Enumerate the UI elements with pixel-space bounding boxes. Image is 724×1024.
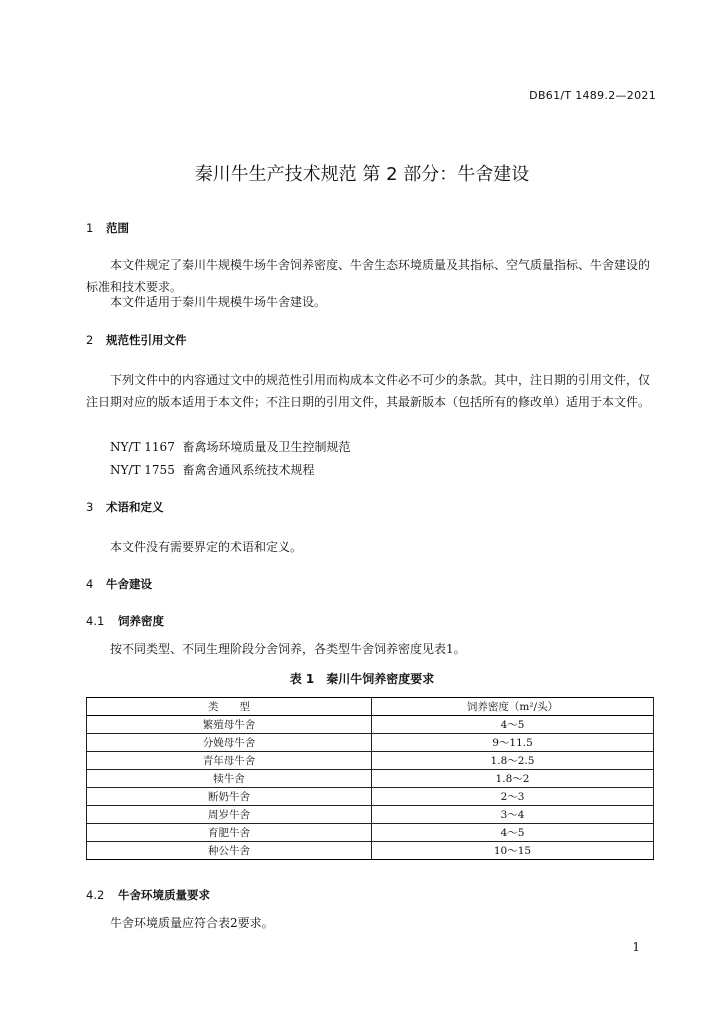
table-header-row — [87, 698, 654, 716]
table-number: 表 1 — [289, 672, 315, 686]
table-row — [87, 770, 654, 788]
cell-density: 10～15 — [372, 842, 654, 860]
cell-density: 4～5 — [372, 716, 654, 734]
table-row — [87, 806, 654, 824]
stocking-density-table — [86, 697, 654, 860]
cell-density: 1.8～2.5 — [372, 752, 654, 770]
cell-type: 青年母牛舍 — [87, 752, 372, 770]
normative-reference — [110, 461, 314, 478]
section-1-heading — [86, 220, 129, 236]
table-row — [87, 824, 654, 842]
section-3-paragraph-1: 本文件没有需要界定的术语和定义。 — [110, 540, 303, 554]
cell-density: 3～4 — [372, 806, 654, 824]
section-4-heading — [86, 576, 152, 592]
section-3-heading — [86, 499, 164, 515]
header-cell-density: 饲养密度（m²/头） — [372, 698, 654, 716]
cell-type: 周岁牛舍 — [87, 806, 372, 824]
table-title: 秦川牛饲养密度要求 — [326, 672, 435, 686]
cell-density: 1.8～2 — [372, 770, 654, 788]
cell-density: 2～3 — [372, 788, 654, 806]
section-4-1-heading — [86, 613, 164, 629]
section-1-paragraph-1: 本文件规定了秦川牛规模牛场牛舍饲养密度、牛舍生态环境质量及其指标、空气质量指标、牛舍建设的标准和技术要求。 — [86, 258, 651, 294]
section-number: 4.1 — [86, 614, 105, 628]
section-1-paragraph-2: 本文件适用于秦川牛规模牛场牛舍建设。 — [110, 295, 327, 309]
standard-code: DB61/T 1489.2—2021 — [529, 89, 656, 102]
header-cell-type: 类 型 — [87, 698, 372, 716]
section-title: 术语和定义 — [106, 500, 164, 514]
page-number: 1 — [632, 940, 640, 954]
section-4-2-heading — [86, 887, 210, 903]
section-number: 4.2 — [86, 888, 105, 902]
section-title: 规范性引用文件 — [106, 333, 187, 347]
section-title: 牛舍建设 — [106, 577, 152, 591]
table-row — [87, 716, 654, 734]
reference-name: 畜禽舍通风系统技术规程 — [182, 463, 315, 477]
cell-density: 9～11.5 — [372, 734, 654, 752]
cell-density: 4～5 — [372, 824, 654, 842]
cell-type: 犊牛舍 — [87, 770, 372, 788]
cell-type: 断奶牛舍 — [87, 788, 372, 806]
cell-type: 分娩母牛舍 — [87, 734, 372, 752]
normative-reference — [110, 438, 350, 455]
section-number: 1 — [86, 221, 94, 235]
reference-code: NY/T 1755 — [110, 463, 175, 477]
document-title: 秦川牛生产技术规范 第 2 部分：牛舍建设 — [194, 164, 530, 185]
table-row — [87, 734, 654, 752]
section-2-heading — [86, 332, 187, 348]
section-4-2-paragraph-1: 牛舍环境质量应符合表2要求。 — [110, 916, 274, 930]
cell-type: 种公牛舍 — [87, 842, 372, 860]
section-title: 饲养密度 — [118, 614, 164, 628]
section-title: 牛舍环境质量要求 — [118, 888, 210, 902]
cell-type: 繁殖母牛舍 — [87, 716, 372, 734]
section-number: 3 — [86, 500, 94, 514]
reference-code: NY/T 1167 — [110, 440, 175, 454]
section-2-paragraph-1: 下列文件中的内容通过文中的规范性引用而构成本文件必不可少的条款。其中，注日期的引用文件，仅注日期对应的版本适用于本文件；不注日期的引用文件，其最新版本（包括所有的修改单）适用于本文件。 — [86, 373, 651, 409]
table-1-caption — [0, 670, 724, 687]
reference-name: 畜禽场环境质量及卫生控制规范 — [182, 440, 351, 454]
table-row — [87, 842, 654, 860]
section-title: 范围 — [106, 221, 129, 235]
section-number: 4 — [86, 577, 94, 591]
section-number: 2 — [86, 333, 94, 347]
section-4-1-paragraph-1: 按不同类型、不同生理阶段分舍饲养，各类型牛舍饲养密度见表1。 — [110, 642, 466, 656]
cell-type: 育肥牛舍 — [87, 824, 372, 842]
table-row — [87, 788, 654, 806]
table-row — [87, 752, 654, 770]
